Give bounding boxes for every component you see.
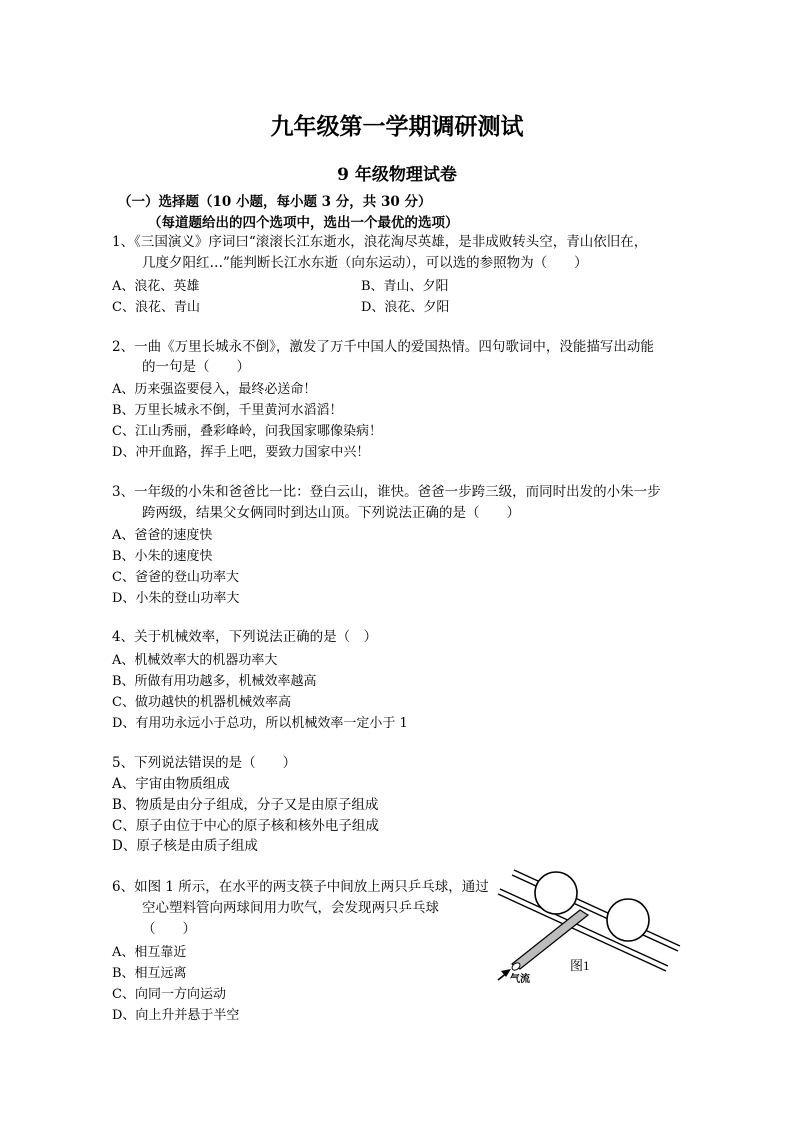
question-5-option-b: B、物质是由分子组成，分子又是由原子组成: [112, 797, 379, 813]
question-3-line-2: 跨两级，结果父女俩同时到达山顶。下列说法正确的是（ ）: [142, 505, 520, 521]
question-2-option-d: D、冲开血路，挥手上吧，要致力国家中兴！: [112, 445, 370, 460]
question-6-line-2: 空心塑料管向两球间用力吹气，会发现两只乒乓球: [142, 900, 439, 916]
question-6-line-3: （ ）: [142, 921, 196, 937]
question-5-option-c: C、原子由位于中心的原子核和核外电子组成: [112, 818, 379, 834]
question-6-option-a: A、相互靠近: [112, 945, 187, 960]
question-1-option-a: A、浪花、英雄: [112, 279, 200, 294]
question-5-option-d: D、原子核是由质子组成: [112, 838, 258, 854]
question-3-option-a: A、爸爸的速度快: [112, 528, 213, 543]
question-6-option-c: C、向同一方向运动: [112, 987, 226, 1002]
section-heading: （一）选择题（10 小题，每小题 3 分，共 30 分）: [118, 194, 432, 210]
figure-label: 图1: [570, 958, 590, 973]
question-4-option-b: B、所做有用功越多，机械效率越高: [112, 674, 317, 689]
question-6-option-d: D、向上升并悬于半空: [112, 1008, 240, 1023]
question-3-option-b: B、小朱的速度快: [112, 549, 213, 564]
question-2-option-a: A、历来强盗要侵入，最终必送命！: [112, 382, 317, 397]
airflow-label: 气流: [510, 974, 530, 985]
question-3-line-1: 3、一年级的小朱和爸爸比一比：登白云山，谁快。爸爸一步跨三级，而同时出发的小朱一步: [112, 484, 661, 500]
question-5-option-a: A、宇宙由物质组成: [112, 776, 230, 792]
page-subtitle: 9 年级物理试卷: [337, 165, 457, 185]
question-2-option-c: C、江山秀丽，叠彩峰岭，问我国家哪像染病！: [112, 424, 382, 439]
ping-pong-ball-left: [535, 872, 577, 914]
question-5-line-1: 5、下列说法错误的是（ ）: [112, 755, 297, 771]
section-instruction: （每道题给出的四个选项中，选出一个最优的选项）: [148, 215, 459, 231]
question-2-line-2: 的一句是（ ）: [142, 359, 250, 375]
question-6-option-b: B、相互远离: [112, 966, 187, 981]
figure-1-diagram: [492, 862, 692, 992]
question-3-option-d: D、小朱的登山功率大: [112, 591, 240, 606]
question-3-option-c: C、爸爸的登山功率大: [112, 570, 239, 585]
page-title: 九年级第一学期调研测试: [270, 113, 524, 140]
question-1-option-c: C、浪花、青山: [112, 300, 200, 315]
question-1-option-d: D、浪花、夕阳: [361, 300, 450, 315]
question-6-line-1: 6、如图 1 所示，在水平的两支筷子中间放上两只乒乓球，通过: [112, 879, 489, 895]
question-1-option-b: B、青山、夕阳: [361, 279, 449, 294]
question-4-line-1: 4、关于机械效率，下列说法正确的是（ ）: [112, 629, 378, 645]
question-2-line-1: 2、一曲《万里长城永不倒》，激发了万千中国人的爱国热情。四句歌词中，没能描写出动能: [112, 339, 654, 355]
question-4-option-d: D、有用功永远小于总功，所以机械效率一定小于 1: [112, 716, 408, 731]
question-1-line-1: 1、《三国演义》序词曰“滚滚长江东逝水，浪花淘尽英雄，是非成败转头空，青山依旧在，: [112, 234, 648, 250]
question-1-line-2: 几度夕阳红…”能判断长江水东逝（向东运动），可以选的参照物为（ ）: [142, 255, 588, 271]
question-4-option-c: C、做功越快的机器机械效率高: [112, 695, 291, 710]
question-2-option-b: B、万里长城永不倒，千里黄河水滔滔！: [112, 403, 343, 418]
ping-pong-ball-right: [607, 899, 649, 941]
question-4-option-a: A、机械效率大的机器功率大: [112, 653, 278, 668]
